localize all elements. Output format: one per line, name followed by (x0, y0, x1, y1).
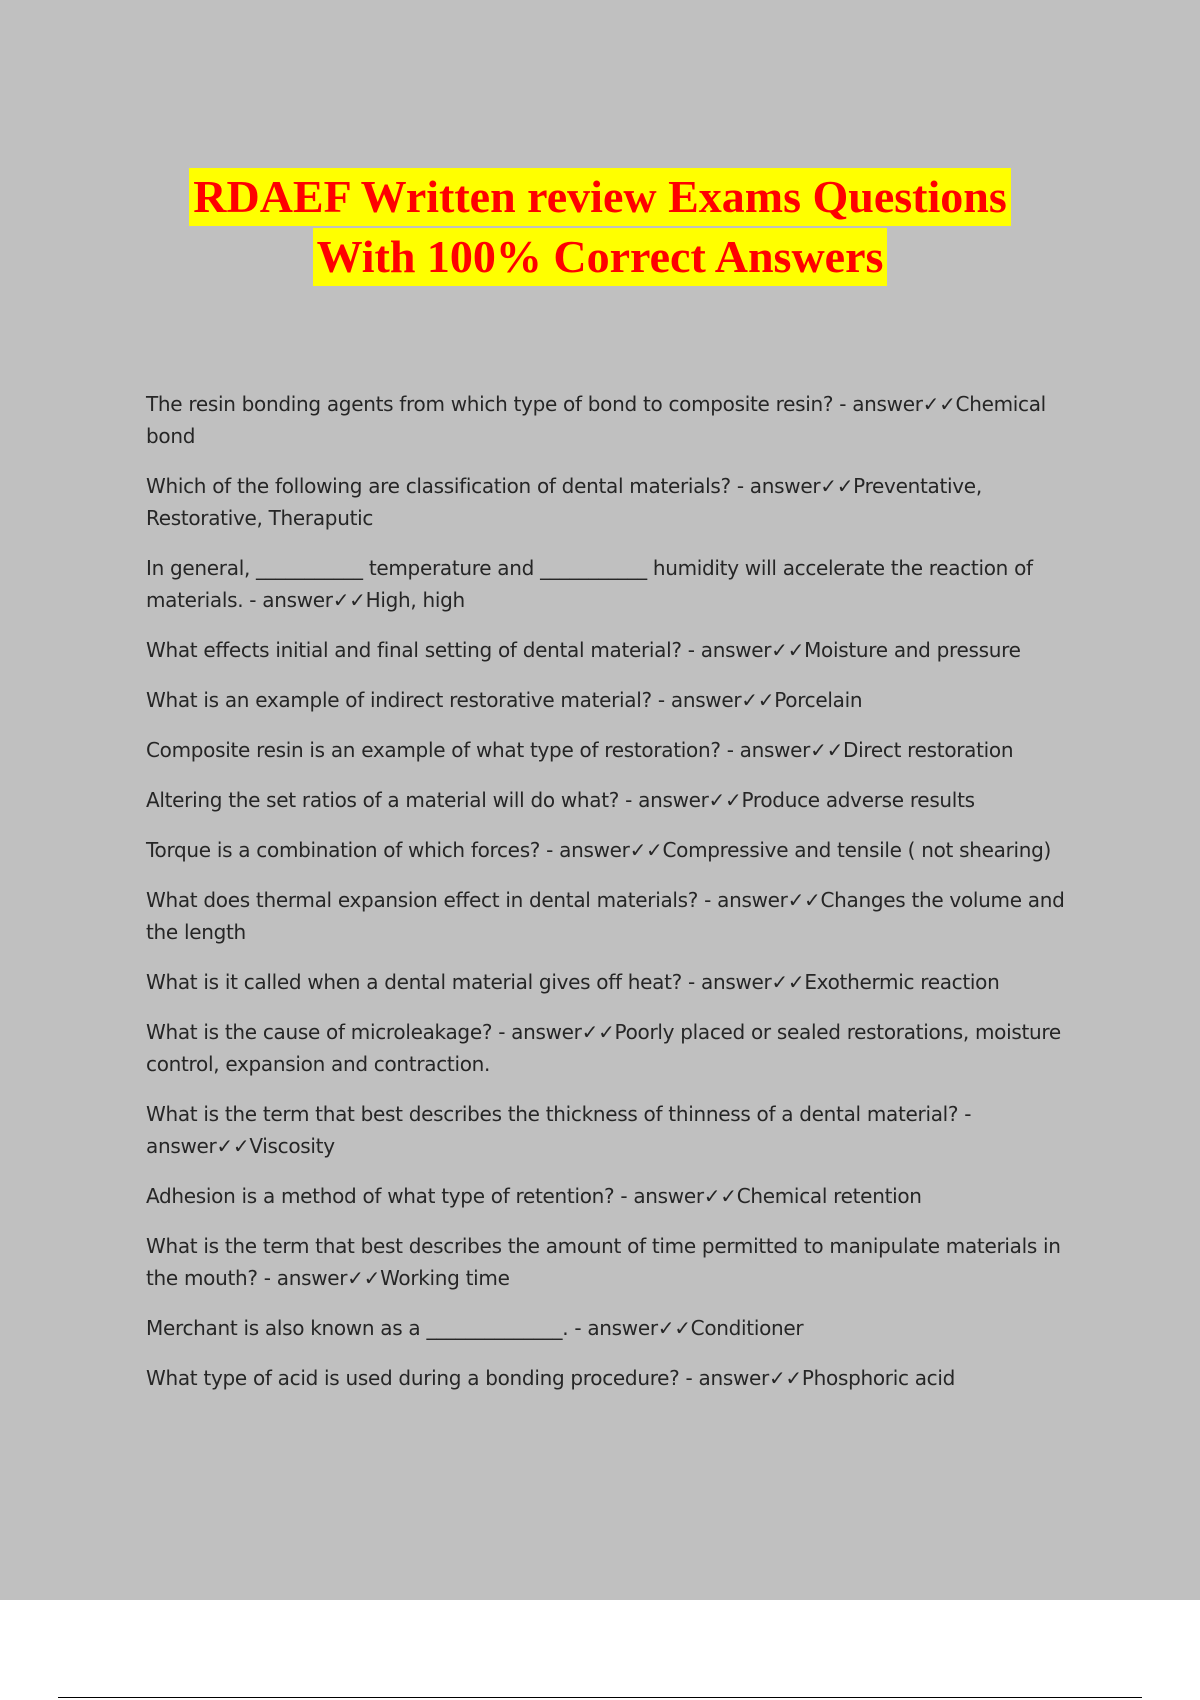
qa-item: What is it called when a dental material gives off heat? - answer✓✓Exothermic reaction (146, 970, 1000, 994)
title-line-2: With 100% Correct Answers (313, 228, 888, 286)
qa-item: What is the cause of microleakage? - answer✓✓Poorly placed or sealed restorations, moisture control, expansion and contraction. (146, 1020, 1061, 1076)
qa-item: What is the term that best describes the amount of time permitted to manipulate materials in the mouth? - answer✓✓Working time (146, 1234, 1061, 1290)
title-line-1: RDAEF Written review Exams Questions (189, 168, 1011, 226)
qa-item: Merchant is also known as a ______________. - answer✓✓Conditioner (146, 1316, 804, 1340)
qa-item: What type of acid is used during a bonding procedure? - answer✓✓Phosphoric acid (146, 1366, 956, 1390)
qa-item: Which of the following are classification of dental materials? - answer✓✓Preventative, Restorative, Theraputic (146, 474, 982, 530)
qa-item: What does thermal expansion effect in dental materials? - answer✓✓Changes the volume and the length (146, 888, 1065, 944)
qa-item: In general, ___________ temperature and ___________ humidity will accelerate the reaction of materials. - answer✓✓High, high (146, 556, 1033, 612)
qa-item: The resin bonding agents from which type of bond to composite resin? - answer✓✓Chemical bond (146, 392, 1046, 448)
qa-item: Adhesion is a method of what type of retention? - answer✓✓Chemical retention (146, 1184, 922, 1208)
qa-item: Torque is a combination of which forces? - answer✓✓Compressive and tensile ( not shearing) (146, 838, 1052, 862)
qa-item: What is the term that best describes the thickness of thinness of a dental material? - answer✓✓Viscosity (146, 1102, 972, 1158)
footer-divider (58, 1697, 1142, 1698)
page-title (0, 168, 1200, 286)
qa-item: Composite resin is an example of what type of restoration? - answer✓✓Direct restoration (146, 738, 1014, 762)
qa-item: What effects initial and final setting of dental material? - answer✓✓Moisture and pressure (146, 638, 1021, 662)
question-answer-list (146, 388, 1081, 1412)
qa-item: What is an example of indirect restorative material? - answer✓✓Porcelain (146, 688, 863, 712)
qa-item: Altering the set ratios of a material will do what? - answer✓✓Produce adverse results (146, 788, 975, 812)
